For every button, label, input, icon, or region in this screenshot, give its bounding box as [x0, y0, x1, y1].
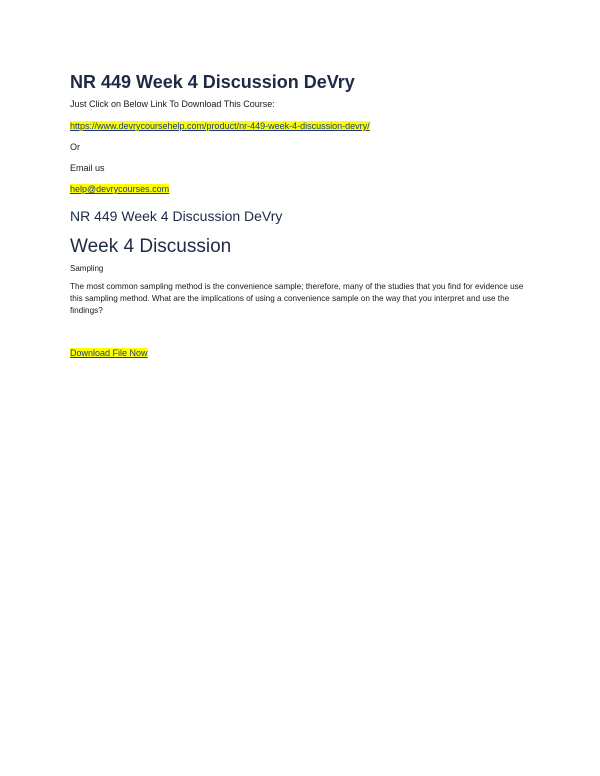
- email-link[interactable]: help@devrycourses.com: [70, 184, 170, 194]
- download-line: [70, 348, 148, 358]
- email-line: [70, 184, 169, 194]
- section-heading: Week 4 Discussion: [70, 236, 232, 257]
- document-title: NR 449 Week 4 Discussion DeVry: [70, 72, 355, 92]
- repeat-heading: NR 449 Week 4 Discussion DeVry: [70, 208, 283, 224]
- course-url-line: [70, 121, 370, 131]
- download-file-link[interactable]: Download File Now: [70, 348, 148, 358]
- email-label: Email us: [70, 163, 105, 173]
- body-paragraph: The most common sampling method is the convenience sample; therefore, many of the studies that you find for evidence use this sampling method. What are the implications of using a convenience sample on the way that you interpret and use the findings?: [70, 282, 524, 315]
- download-instruction: Just Click on Below Link To Download This Course:: [70, 99, 275, 109]
- or-text: Or: [70, 142, 80, 152]
- section-label: Sampling: [70, 264, 104, 273]
- course-url-link[interactable]: https://www.devrycoursehelp.com/product/nr-449-week-4-discussion-devry/: [70, 121, 370, 131]
